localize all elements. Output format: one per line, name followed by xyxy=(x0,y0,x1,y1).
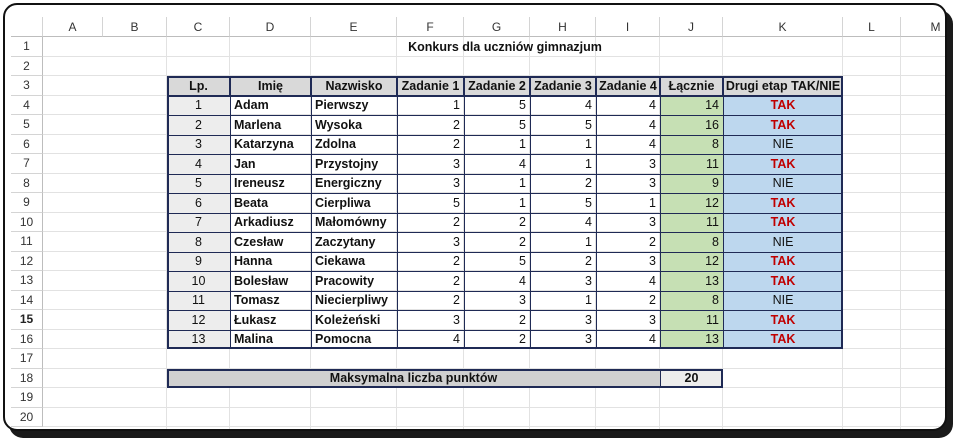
stage-two-cell[interactable]: TAK xyxy=(723,154,843,174)
table-divider xyxy=(167,193,843,194)
surname-cell[interactable]: Małomówny xyxy=(315,215,387,230)
task-score-cell[interactable]: 1 xyxy=(585,234,592,249)
lp-cell[interactable]: 5 xyxy=(167,174,230,194)
header-cell-3[interactable]: Nazwisko xyxy=(311,76,397,96)
task-score-cell[interactable]: 4 xyxy=(519,273,526,288)
task-score-cell[interactable]: 4 xyxy=(649,117,656,132)
table-divider xyxy=(167,271,843,272)
table-divider xyxy=(167,115,843,116)
task-score-cell[interactable]: 4 xyxy=(649,98,656,113)
task-score-cell[interactable]: 1 xyxy=(585,156,592,171)
table-divider xyxy=(167,291,843,292)
select-all-corner[interactable] xyxy=(11,17,43,37)
task-score-cell[interactable]: 2 xyxy=(585,254,592,269)
first-name-cell[interactable]: Katarzyna xyxy=(234,137,294,152)
lp-cell[interactable]: 1 xyxy=(167,96,230,116)
lp-cell[interactable]: 10 xyxy=(167,271,230,291)
row-header-4[interactable]: 4 xyxy=(11,96,43,116)
task-score-cell[interactable]: 1 xyxy=(649,195,656,210)
table-divider xyxy=(167,330,843,331)
lp-cell[interactable]: 3 xyxy=(167,135,230,155)
task-score-cell[interactable]: 4 xyxy=(649,332,656,347)
task-score-cell[interactable]: 2 xyxy=(519,234,526,249)
gridline-horizontal xyxy=(43,426,945,427)
task-score-cell[interactable]: 4 xyxy=(585,98,592,113)
max-points-label[interactable]: Maksymalna liczba punktów xyxy=(167,369,660,389)
stage-two-cell[interactable]: NIE xyxy=(723,174,843,194)
first-name-cell[interactable]: Bolesław xyxy=(234,273,289,288)
first-name-cell[interactable]: Beata xyxy=(234,195,269,210)
stage-two-cell[interactable]: NIE xyxy=(723,291,843,311)
total-cell[interactable]: 14 xyxy=(660,96,723,116)
header-cell-5[interactable]: Zadanie 2 xyxy=(464,76,530,96)
row-header-2[interactable]: 2 xyxy=(11,57,43,77)
row-header-14[interactable]: 14 xyxy=(11,291,43,311)
total-cell[interactable]: 16 xyxy=(660,115,723,135)
task-score-cell[interactable]: 4 xyxy=(453,332,460,347)
task-score-cell[interactable]: 3 xyxy=(649,156,656,171)
total-cell[interactable]: 11 xyxy=(660,154,723,174)
task-score-cell[interactable]: 4 xyxy=(649,273,656,288)
first-name-cell[interactable]: Arkadiusz xyxy=(234,215,294,230)
first-name-cell[interactable]: Marlena xyxy=(234,117,282,132)
surname-cell[interactable]: Cierpliwa xyxy=(315,195,371,210)
column-header-c[interactable]: C xyxy=(167,17,230,37)
total-cell[interactable]: 9 xyxy=(660,174,723,194)
task-score-cell[interactable]: 3 xyxy=(453,156,460,171)
total-cell[interactable]: 8 xyxy=(660,232,723,252)
task-score-cell[interactable]: 3 xyxy=(585,273,592,288)
task-score-cell[interactable]: 2 xyxy=(649,293,656,308)
lp-cell[interactable]: 12 xyxy=(167,310,230,330)
row-header-19[interactable]: 19 xyxy=(11,388,43,408)
task-score-cell[interactable]: 1 xyxy=(585,293,592,308)
stage-two-cell[interactable]: TAK xyxy=(723,271,843,291)
stage-two-cell[interactable]: NIE xyxy=(723,232,843,252)
surname-cell[interactable]: Energiczny xyxy=(315,176,382,191)
lp-cell[interactable]: 4 xyxy=(167,154,230,174)
lp-cell[interactable]: 7 xyxy=(167,213,230,233)
task-score-cell[interactable]: 3 xyxy=(519,293,526,308)
task-score-cell[interactable]: 5 xyxy=(585,195,592,210)
row-header-8[interactable]: 8 xyxy=(11,174,43,194)
stage-two-cell[interactable]: TAK xyxy=(723,330,843,350)
table-divider xyxy=(167,252,843,253)
column-header-f[interactable]: F xyxy=(397,17,464,37)
lp-cell[interactable]: 2 xyxy=(167,115,230,135)
stage-two-cell[interactable]: TAK xyxy=(723,252,843,272)
task-score-cell[interactable]: 3 xyxy=(453,234,460,249)
row-header-10[interactable]: 10 xyxy=(11,213,43,233)
total-cell[interactable]: 8 xyxy=(660,291,723,311)
row-header-20[interactable]: 20 xyxy=(11,408,43,428)
row-header-16[interactable]: 16 xyxy=(11,330,43,350)
surname-cell[interactable]: Wysoka xyxy=(315,117,363,132)
stage-two-cell[interactable]: TAK xyxy=(723,193,843,213)
row-header-5[interactable]: 5 xyxy=(11,115,43,135)
spreadsheet-grid[interactable] xyxy=(11,17,945,429)
surname-cell[interactable]: Pomocna xyxy=(315,332,372,347)
task-score-cell[interactable]: 1 xyxy=(453,98,460,113)
task-score-cell[interactable]: 3 xyxy=(649,312,656,327)
task-score-cell[interactable]: 5 xyxy=(519,117,526,132)
task-score-cell[interactable]: 2 xyxy=(649,234,656,249)
column-header-m[interactable]: M xyxy=(901,17,945,37)
lp-cell[interactable]: 6 xyxy=(167,193,230,213)
task-score-cell[interactable]: 4 xyxy=(519,156,526,171)
row-header-12[interactable]: 12 xyxy=(11,252,43,272)
header-cell-9[interactable]: Drugi etap TAK/NIE xyxy=(723,76,843,96)
column-header-l[interactable]: L xyxy=(843,17,901,37)
total-cell[interactable]: 12 xyxy=(660,193,723,213)
task-score-cell[interactable]: 5 xyxy=(585,117,592,132)
task-score-cell[interactable]: 2 xyxy=(453,137,460,152)
task-score-cell[interactable]: 2 xyxy=(519,312,526,327)
task-score-cell[interactable]: 4 xyxy=(585,215,592,230)
table-divider xyxy=(167,310,843,311)
row-header-6[interactable]: 6 xyxy=(11,135,43,155)
surname-cell[interactable]: Ciekawa xyxy=(315,254,366,269)
task-score-cell[interactable]: 3 xyxy=(649,254,656,269)
task-score-cell[interactable]: 3 xyxy=(585,312,592,327)
row-header-18[interactable]: 18 xyxy=(11,369,43,389)
total-cell[interactable]: 8 xyxy=(660,135,723,155)
task-score-cell[interactable]: 3 xyxy=(585,332,592,347)
surname-cell[interactable]: Przystojny xyxy=(315,156,379,171)
task-score-cell[interactable]: 3 xyxy=(453,176,460,191)
first-name-cell[interactable]: Ireneusz xyxy=(234,176,285,191)
row-header-3[interactable]: 3 xyxy=(11,76,43,96)
task-score-cell[interactable]: 2 xyxy=(585,176,592,191)
header-cell-6[interactable]: Zadanie 3 xyxy=(530,76,596,96)
task-score-cell[interactable]: 2 xyxy=(453,273,460,288)
row-header-13[interactable]: 13 xyxy=(11,271,43,291)
gridline-horizontal xyxy=(43,407,945,408)
first-name-cell[interactable]: Jan xyxy=(234,156,256,171)
column-header-d[interactable]: D xyxy=(230,17,311,37)
column-header-j[interactable]: J xyxy=(660,17,723,37)
task-score-cell[interactable]: 1 xyxy=(519,137,526,152)
task-score-cell[interactable]: 2 xyxy=(453,117,460,132)
task-score-cell[interactable]: 2 xyxy=(519,215,526,230)
table-divider xyxy=(167,154,843,155)
lp-cell[interactable]: 8 xyxy=(167,232,230,252)
task-score-cell[interactable]: 3 xyxy=(453,312,460,327)
task-score-cell[interactable]: 2 xyxy=(453,215,460,230)
first-name-cell[interactable]: Adam xyxy=(234,98,269,113)
row-header-11[interactable]: 11 xyxy=(11,232,43,252)
column-header-b[interactable]: B xyxy=(103,17,167,37)
first-name-cell[interactable]: Tomasz xyxy=(234,293,280,308)
task-score-cell[interactable]: 2 xyxy=(519,332,526,347)
table-divider xyxy=(167,232,843,233)
row-header-7[interactable]: 7 xyxy=(11,154,43,174)
stage-two-cell[interactable]: TAK xyxy=(723,310,843,330)
total-cell[interactable]: 11 xyxy=(660,310,723,330)
column-header-g[interactable]: G xyxy=(464,17,530,37)
column-header-h[interactable]: H xyxy=(530,17,596,37)
task-score-cell[interactable]: 1 xyxy=(519,195,526,210)
surname-cell[interactable]: Koleżeński xyxy=(315,312,381,327)
table-divider xyxy=(167,96,843,97)
total-cell[interactable]: 13 xyxy=(660,330,723,350)
task-score-cell[interactable]: 3 xyxy=(649,215,656,230)
max-points-value[interactable]: 20 xyxy=(660,369,723,389)
task-score-cell[interactable]: 1 xyxy=(585,137,592,152)
row-header-15[interactable]: 15 xyxy=(11,310,43,330)
max-points-divider xyxy=(660,369,661,389)
row-header-9[interactable]: 9 xyxy=(11,193,43,213)
first-name-cell[interactable]: Czesław xyxy=(234,234,284,249)
stage-two-cell[interactable]: TAK xyxy=(723,115,843,135)
total-cell[interactable]: 11 xyxy=(660,213,723,233)
lp-cell[interactable]: 11 xyxy=(167,291,230,311)
lp-cell[interactable]: 13 xyxy=(167,330,230,350)
task-score-cell[interactable]: 2 xyxy=(453,254,460,269)
column-header-i[interactable]: I xyxy=(596,17,660,37)
first-name-cell[interactable]: Łukasz xyxy=(234,312,277,327)
stage-two-cell[interactable]: TAK xyxy=(723,96,843,116)
total-cell[interactable]: 13 xyxy=(660,271,723,291)
first-name-cell[interactable]: Malina xyxy=(234,332,273,347)
total-cell[interactable]: 12 xyxy=(660,252,723,272)
surname-cell[interactable]: Niecierpliwy xyxy=(315,293,388,308)
column-header-a[interactable]: A xyxy=(43,17,103,37)
column-header-k[interactable]: K xyxy=(723,17,843,37)
header-cell-8[interactable]: Łącznie xyxy=(660,76,723,96)
header-cell-7[interactable]: Zadanie 4 xyxy=(596,76,660,96)
header-cell-1[interactable]: Lp. xyxy=(167,76,230,96)
task-score-cell[interactable]: 5 xyxy=(453,195,460,210)
header-cell-2[interactable]: Imię xyxy=(230,76,311,96)
first-name-cell[interactable]: Hanna xyxy=(234,254,273,269)
task-score-cell[interactable]: 1 xyxy=(519,176,526,191)
surname-cell[interactable]: Zdolna xyxy=(315,137,356,152)
lp-cell[interactable]: 9 xyxy=(167,252,230,272)
task-score-cell[interactable]: 5 xyxy=(519,98,526,113)
task-score-cell[interactable]: 3 xyxy=(649,176,656,191)
sheet-title[interactable]: Konkurs dla uczniów gimnazjum xyxy=(408,39,602,54)
table-divider xyxy=(167,213,843,214)
screenshot-frame xyxy=(3,3,947,431)
task-score-cell[interactable]: 5 xyxy=(519,254,526,269)
row-header-1[interactable]: 1 xyxy=(11,37,43,57)
surname-cell[interactable]: Pracowity xyxy=(315,273,375,288)
table-divider xyxy=(167,174,843,175)
row-header-17[interactable]: 17 xyxy=(11,349,43,369)
task-score-cell[interactable]: 2 xyxy=(453,293,460,308)
gridline-vertical xyxy=(900,37,901,429)
surname-cell[interactable]: Pierwszy xyxy=(315,98,369,113)
stage-two-cell[interactable]: TAK xyxy=(723,213,843,233)
task-score-cell[interactable]: 4 xyxy=(649,137,656,152)
surname-cell[interactable]: Zaczytany xyxy=(315,234,376,249)
table-divider xyxy=(167,135,843,136)
column-header-e[interactable]: E xyxy=(311,17,397,37)
header-cell-4[interactable]: Zadanie 1 xyxy=(397,76,464,96)
stage-two-cell[interactable]: NIE xyxy=(723,135,843,155)
